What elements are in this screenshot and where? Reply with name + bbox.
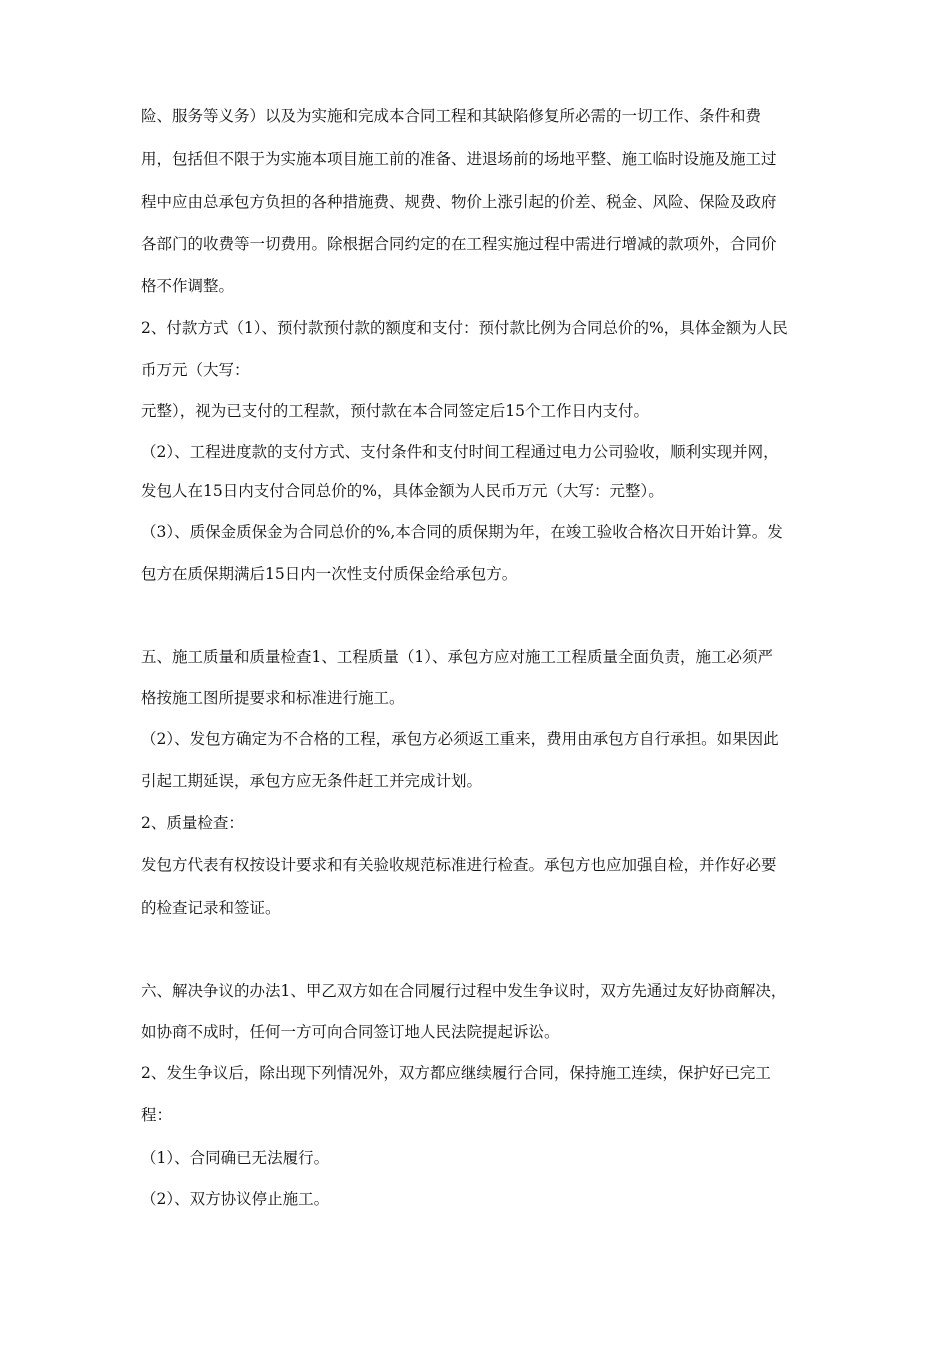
text-line: （1）、合同确已无法履行。 [141, 1149, 330, 1167]
text-line: 各部门的收费等一切费用。除根据合同约定的在工程实施过程中需进行增减的款项外，合同价 [141, 235, 777, 253]
text-line: （3）、质保金质保金为合同总价的%,本合同的质保期为年，在竣工验收合格次日开始计算。发 [141, 523, 783, 541]
text-line: 发包人在15日内支付合同总价的%，具体金额为人民币万元（大写：元整）。 [141, 482, 664, 500]
text-line: 用，包括但不限于为实施本项目施工前的准备、进退场前的场地平整、施工临时设施及施工过 [141, 150, 777, 168]
text-line: 元整），视为已支付的工程款，预付款在本合同签定后15个工作日内支付。 [141, 402, 649, 420]
text-line: 如协商不成时，任何一方可向合同签订地人民法院提起诉讼。 [141, 1023, 560, 1041]
section-heading-line: 五、施工质量和质量检查1、工程质量（1）、承包方应对施工工程质量全面负责，施工必须严 [141, 648, 773, 666]
text-line: 发包方代表有权按设计要求和有关验收规范标准进行检查。承包方也应加强自检，并作好必要 [141, 856, 777, 874]
text-line: 的检查记录和签证。 [141, 899, 281, 917]
section-heading-line: 六、解决争议的办法1、甲乙双方如在合同履行过程中发生争议时，双方先通过友好协商解决， [141, 982, 787, 1000]
text-line: 2、发生争议后，除出现下列情况外，双方都应继续履行合同，保持施工连续，保护好已完工 [141, 1064, 771, 1082]
text-line: 格按施工图所提要求和标准进行施工。 [141, 689, 405, 707]
text-line: 币万元（大写： [141, 361, 250, 379]
text-line: 程中应由总承包方负担的各种措施费、规费、物价上涨引起的价差、税金、风险、保险及政府 [141, 193, 777, 211]
text-line: 2、质量检查： [141, 814, 244, 832]
text-line: （2）、双方协议停止施工。 [141, 1190, 330, 1208]
text-line: 2、付款方式（1）、预付款预付款的额度和支付：预付款比例为合同总价的%，具体金额为人民 [141, 319, 788, 337]
text-line: （2）、工程进度款的支付方式、支付条件和支付时间工程通过电力公司验收，顺利实现并网， [141, 443, 779, 461]
text-line: 格不作调整。 [141, 277, 235, 295]
text-line: （2）、发包方确定为不合格的工程，承包方必须返工重来，费用由承包方自行承担。如果因此 [141, 730, 779, 748]
text-line: 程： [141, 1106, 173, 1124]
text-line: 险、服务等义务）以及为实施和完成本合同工程和其缺陷修复所必需的一切工作、条件和费 [141, 107, 762, 125]
text-line: 引起工期延误，承包方应无条件赶工并完成计划。 [141, 772, 483, 790]
text-line: 包方在质保期满后15日内一次性支付质保金给承包方。 [141, 565, 518, 583]
